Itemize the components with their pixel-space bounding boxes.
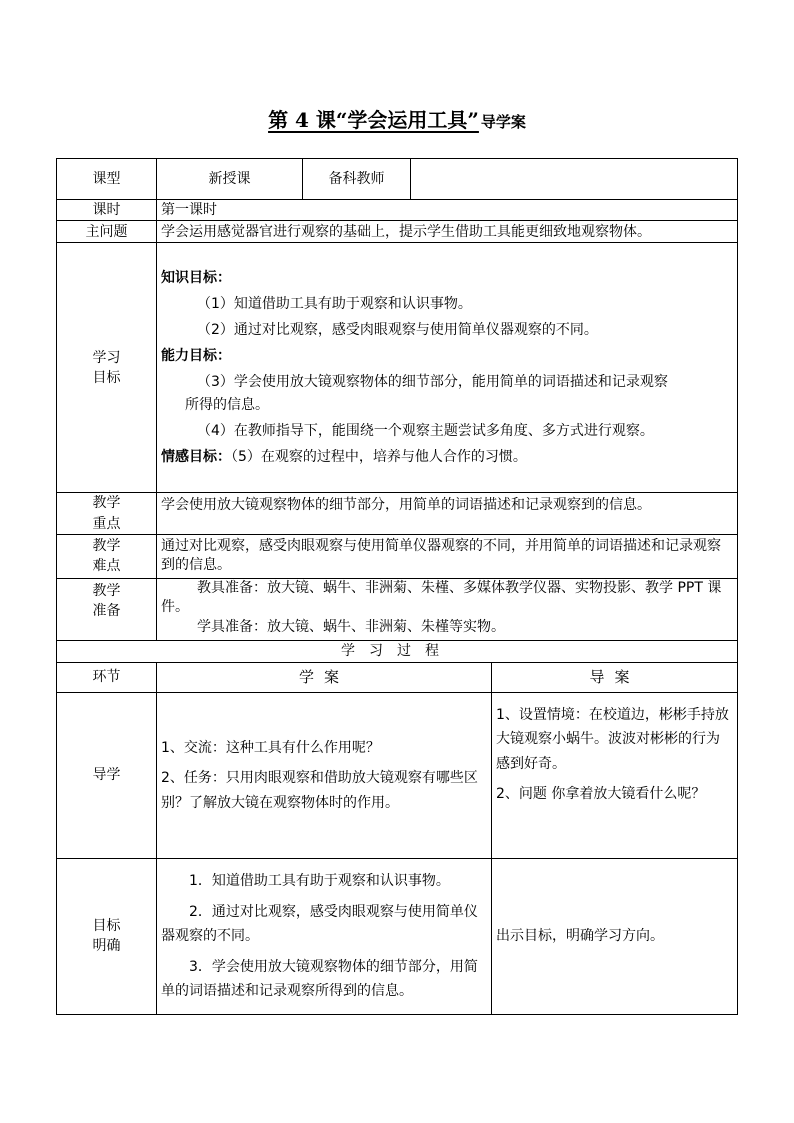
stage-goals-line1: 目标: [92, 918, 121, 935]
emotion-line: [161, 447, 733, 468]
knowledge-item-2: （2）通过对比观察，感受肉眼观察与使用简单仪器观察的不同。: [197, 321, 598, 338]
preparation-teacher: 教具准备：放大镜、蜗牛、非洲菊、朱槿、多媒体教学仪器、实物投影、教学 PPT 课件。: [161, 579, 722, 616]
process-row-goals: [57, 858, 738, 1014]
difficulty-label: [57, 534, 157, 578]
knowledge-item-1: （1）知道借助工具有助于观察和认识事物。: [197, 295, 472, 312]
ability-item-4: （4）在教师指导下，能围绕一个观察主题尝试多角度、多方式进行观察。: [197, 422, 654, 439]
stage-guide: 导学: [57, 692, 157, 858]
teacher-label: 备科教师: [303, 159, 411, 200]
process-row-guide: [57, 692, 738, 858]
row-difficulty: [57, 534, 738, 578]
preparation-label-line1: 教学: [92, 582, 121, 599]
knowledge-title: 知识目标：: [161, 269, 231, 286]
key-point-label: [57, 493, 157, 535]
row-preparation: [57, 578, 738, 640]
process-heading: 学习过程: [57, 640, 738, 662]
type-label: 课型: [57, 159, 157, 200]
student-goal-item-2: 2．通过对比观察，感受肉眼观察与使用简单仪器观察的不同。: [161, 903, 478, 945]
stage-goals-line2: 明确: [92, 938, 121, 955]
objectives-content: [157, 243, 738, 493]
teacher-plan-goals: [492, 858, 738, 1014]
row-objectives: [57, 243, 738, 493]
ability-item-3-line2: 所得的信息。: [185, 396, 269, 413]
difficulty-label-line2: 难点: [92, 558, 121, 575]
objectives-label-line2: 目标: [92, 369, 121, 386]
key-point-label-line2: 重点: [92, 515, 121, 532]
objectives-label-line1: 学习: [92, 349, 121, 366]
teacher-plan-guide: [492, 692, 738, 858]
preparation-student: 学具准备：放大镜、蜗牛、非洲菊、朱槿等实物。: [197, 619, 505, 636]
student-goal-item-1: 1．知道借助工具有助于观察和认识事物。: [189, 873, 450, 890]
lesson-plan-table: [56, 158, 738, 1015]
student-guide-item-2: 2、任务：只用肉眼观察和借助放大镜观察有哪些区别？了解放大镜在观察物体时的作用。: [161, 770, 478, 811]
row-key-point: [57, 493, 738, 535]
student-goal-item-3: 3．学会使用放大镜观察物体的细节部分，用简单的词语描述和记录观察所得到的信息。: [161, 958, 478, 1000]
difficulty-label-line1: 教学: [92, 538, 121, 555]
title-sub: 导学案: [480, 113, 526, 131]
emotion-title: 情感目标：: [161, 448, 231, 465]
row-period: [57, 200, 738, 221]
period-label: 课时: [57, 200, 157, 221]
teacher-guide-item-2: 2、问题 你拿着放大镜看什么呢？: [496, 786, 706, 803]
student-plan-guide: [157, 692, 492, 858]
objectives-label: [57, 243, 157, 493]
theme-value: 学会运用感觉器官进行观察的基础上，提示学生借助工具能更细致地观察物体。: [157, 221, 738, 243]
row-process-columns: [57, 662, 738, 692]
preparation-label: [57, 578, 157, 640]
type-value: 新授课: [157, 159, 303, 200]
teacher-goal-item-1: 出示目标，明确学习方向。: [496, 928, 664, 945]
ability-item-3-line1: （3）学会使用放大镜观察物体的细节部分，能用简单的词语描述和记录观察: [197, 373, 668, 390]
preparation-content: [157, 578, 738, 640]
column-student-plan: 学案: [157, 662, 492, 692]
column-teacher-plan: 导案: [492, 662, 738, 692]
key-point-label-line1: 教学: [92, 495, 121, 512]
row-process-heading: [57, 640, 738, 662]
period-value: 第一课时: [157, 200, 738, 221]
title-main: 第 4 课“学会运用工具”: [268, 108, 479, 132]
emotion-item-5: （5）在观察的过程中，培养与他人合作的习惯。: [231, 448, 527, 465]
difficulty-text: 通过对比观察，感受肉眼观察与使用简单仪器观察的不同，并用简单的词语描述和记录观察到的信息。: [157, 534, 738, 578]
column-stage: 环节: [57, 662, 157, 692]
student-guide-item-1: 1、交流：这种工具有什么作用呢？: [161, 739, 380, 756]
theme-label: 主问题: [57, 221, 157, 243]
row-type: [57, 159, 738, 200]
row-theme: [57, 221, 738, 243]
student-plan-goals: [157, 858, 492, 1014]
document-title: [0, 104, 794, 133]
stage-goals: [57, 858, 157, 1014]
teacher-value: [411, 159, 738, 200]
ability-title: 能力目标：: [161, 347, 231, 364]
teacher-guide-item-1: 1、设置情境：在校道边，彬彬手持放大镜观察小蜗牛。波波对彬彬的行为感到好奇。: [496, 706, 729, 772]
preparation-label-line2: 准备: [92, 603, 121, 620]
key-point-text: 学会使用放大镜观察物体的细节部分，用简单的词语描述和记录观察到的信息。: [157, 493, 738, 535]
